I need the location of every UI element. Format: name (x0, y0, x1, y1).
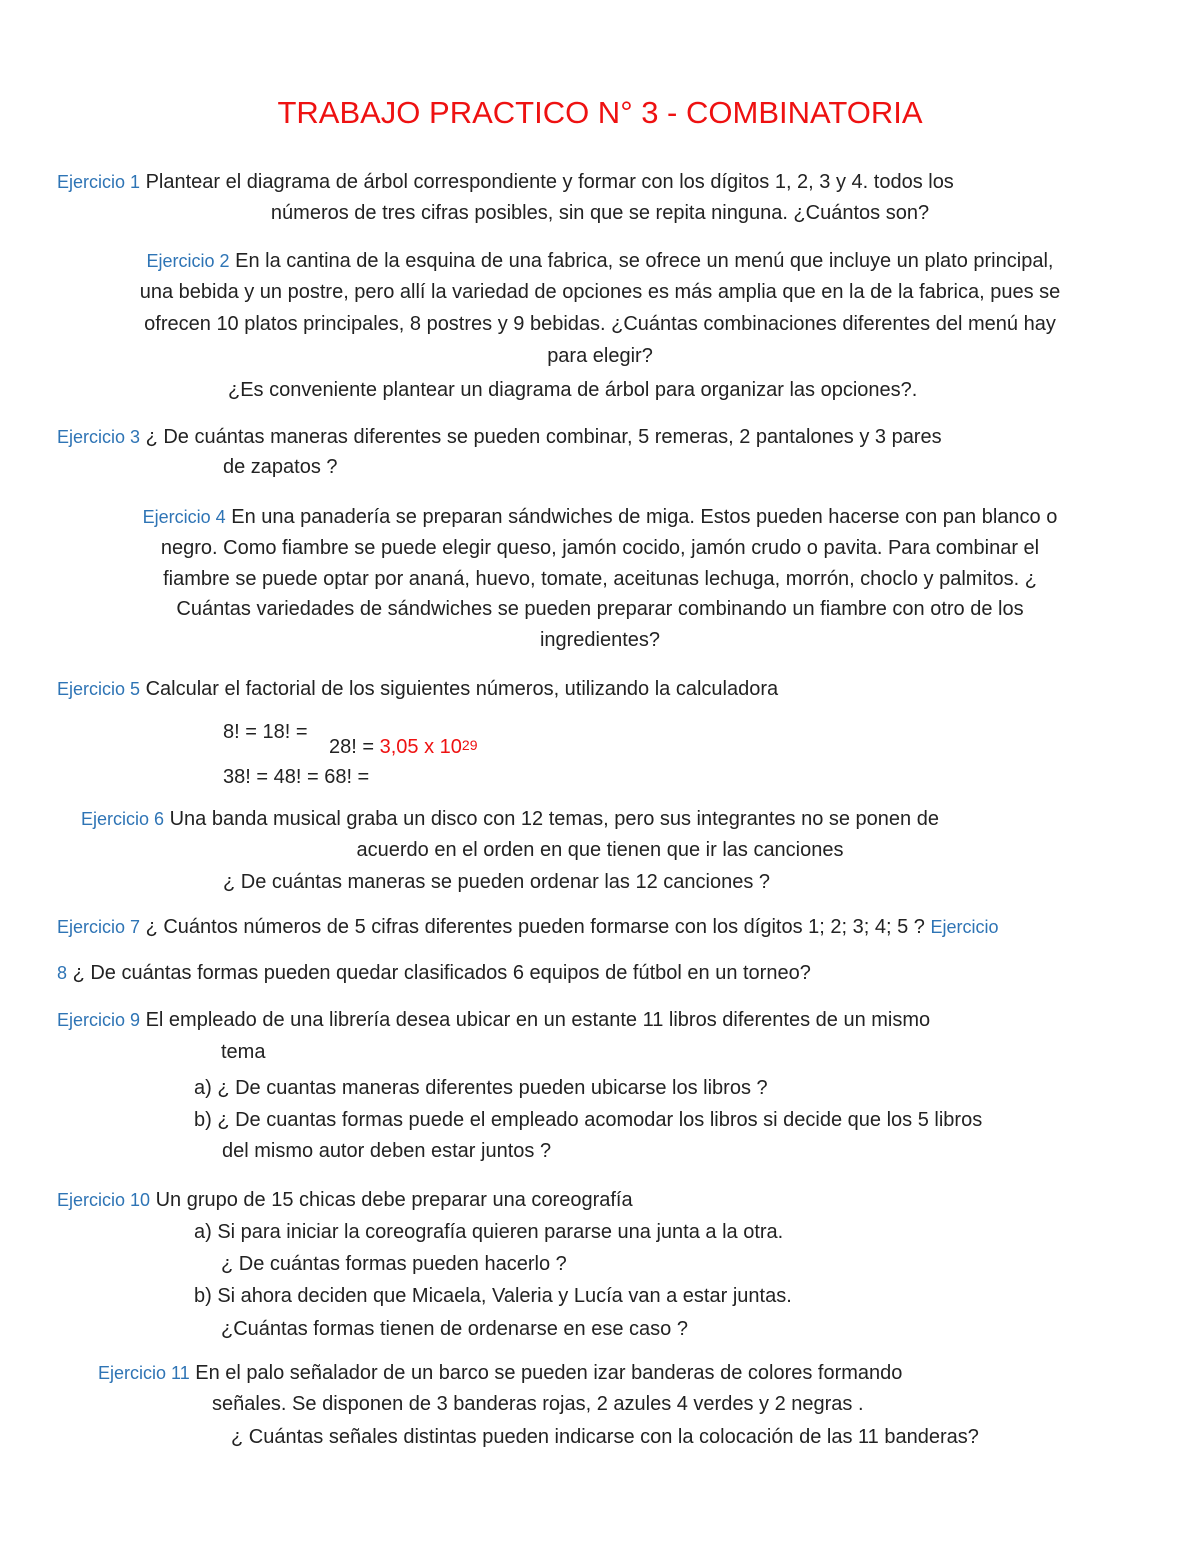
exercise-3-text: ¿ De cuántas maneras diferentes se pueden combinar, 5 remeras, 2 pantalones y 3 pares (140, 426, 942, 448)
factorial-28-exponent: 29 (461, 737, 478, 753)
exercise-4-line-3: fiambre se puede optar por ananá, huevo, tomate, aceitunas lechuga, morrón, choclo y palmitos. ¿ (163, 568, 1037, 590)
exercise-8-line-1 (57, 961, 811, 985)
exercise-9-line-2: tema (221, 1041, 266, 1063)
exercise-9-label: Ejercicio 9 (57, 1010, 141, 1030)
exercise-10-line-1 (57, 1188, 633, 1212)
exercise-2-line-3: ofrecen 10 platos principales, 8 postres y 9 bebidas. ¿Cuántas combinaciones diferentes del menú hay (144, 313, 1056, 335)
exercise-6-label: Ejercicio 6 (81, 809, 165, 829)
exercise-1-line-1 (57, 170, 954, 194)
exercise-8-label-part-1: Ejercicio (930, 917, 999, 937)
exercise-10-item-b-line-1: b) Si ahora deciden que Micaela, Valeria y Lucía van a estar juntas. (194, 1285, 792, 1307)
exercise-10-text: Un grupo de 15 chicas debe preparar una coreografía (150, 1189, 633, 1211)
exercise-6-line-3: ¿ De cuántas maneras se pueden ordenar las 12 canciones ? (223, 871, 771, 893)
exercise-10-item-b-line-2: ¿Cuántas formas tienen de ordenarse en ese caso ? (221, 1318, 688, 1340)
exercise-3-label: Ejercicio 3 (57, 427, 141, 447)
exercise-9-text: El empleado de una librería desea ubicar en un estante 11 libros diferentes de un mismo (140, 1009, 931, 1031)
exercise-3-line-2: de zapatos ? (223, 456, 338, 478)
factorial-row-3: 38! = 48! = 68! = (223, 766, 370, 788)
exercise-9-item-b-line-1: b) ¿ De cuantas formas puede el empleado acomodar los libros si decide que los 5 libros (194, 1109, 983, 1131)
exercise-11-line-2: señales. Se disponen de 3 banderas rojas, 2 azules 4 verdes y 2 negras . (212, 1393, 864, 1415)
exercise-6-line-2: acuerdo en el orden en que tienen que ir las canciones (356, 839, 844, 861)
exercise-10-item-a-line-1: a) Si para iniciar la coreografía quieren pararse una junta a la otra. (194, 1221, 784, 1243)
exercise-4-line-2: negro. Como fiambre se puede elegir queso, jamón cocido, jamón crudo o pavita. Para combinar el (160, 537, 1040, 559)
exercise-9-item-a: a) ¿ De cuantas maneras diferentes pueden ubicarse los libros ? (194, 1077, 768, 1099)
exercise-1-label: Ejercicio 1 (57, 172, 141, 192)
exercise-10-item-a-line-2: ¿ De cuántas formas pueden hacerlo ? (221, 1253, 567, 1275)
exercise-2-line-1 (0, 249, 1200, 273)
exercise-11-line-3: ¿ Cuántas señales distintas pueden indicarse con la colocación de las 11 banderas? (231, 1426, 979, 1448)
factorial-28 (329, 735, 477, 759)
exercise-2-text: En la cantina de la esquina de una fabrica, se ofrece un menú que incluye un plato principal, (229, 250, 1054, 272)
exercise-4-label: Ejercicio 4 (142, 507, 226, 527)
exercise-4-text: En una panadería se preparan sándwiches de miga. Estos pueden hacerse con pan blanco o (225, 506, 1058, 528)
exercise-11-label: Ejercicio 11 (98, 1363, 190, 1383)
exercise-11-text: En el palo señalador de un barco se pueden izar banderas de colores formando (189, 1362, 903, 1384)
exercise-7-text: ¿ Cuántos números de 5 cifras diferentes pueden formarse con los dígitos 1; 2; 3; 4; 5 ? (140, 916, 931, 938)
exercise-5-label: Ejercicio 5 (57, 679, 141, 699)
factorial-28-value: 3,05 x 10 (379, 736, 462, 758)
exercise-11-line-1 (98, 1361, 902, 1385)
exercise-6-text: Una banda musical graba un disco con 12 temas, pero sus integrantes no se ponen de (164, 808, 939, 830)
exercise-8-label-part-2: 8 (57, 963, 68, 983)
exercise-5-line-1 (57, 677, 778, 701)
exercise-1-line-2: números de tres cifras posibles, sin que se repita ninguna. ¿Cuántos son? (270, 202, 930, 224)
page-title: TRABAJO PRACTICO N° 3 - COMBINATORIA (277, 95, 923, 130)
exercise-4-line-4: Cuántas variedades de sándwiches se pueden preparar combinando un fiambre con otro de los (176, 598, 1024, 620)
exercise-10-label: Ejercicio 10 (57, 1190, 151, 1210)
factorial-28-label: 28! = (329, 736, 380, 758)
exercise-9-line-1 (57, 1008, 930, 1032)
factorial-row-1: 8! = 18! = (223, 721, 308, 743)
exercise-2-line-2: una bebida y un postre, pero allí la variedad de opciones es más amplia que en la de la fabrica, pues se (139, 281, 1061, 303)
exercise-7-label: Ejercicio 7 (57, 917, 141, 937)
exercise-6-line-1 (81, 807, 939, 831)
exercise-4-line-5: ingredientes? (539, 629, 661, 651)
exercise-1-text: Plantear el diagrama de árbol correspondiente y formar con los dígitos 1, 2, 3 y 4. todos los (140, 171, 954, 193)
exercise-2-line-4: para elegir? (547, 345, 653, 367)
exercise-5-text: Calcular el factorial de los siguientes números, utilizando la calculadora (140, 678, 779, 700)
exercise-9-item-b-line-2: del mismo autor deben estar juntos ? (222, 1140, 552, 1162)
exercise-3-line-1 (57, 425, 942, 449)
exercise-4-line-1 (0, 505, 1200, 529)
exercise-2-label: Ejercicio 2 (146, 251, 230, 271)
exercise-2-line-5: ¿Es conveniente plantear un diagrama de árbol para organizar las opciones?. (228, 379, 918, 401)
exercise-8-text: ¿ De cuántas formas pueden quedar clasificados 6 equipos de fútbol en un torneo? (67, 962, 811, 984)
exercise-7-line-1 (57, 915, 999, 939)
